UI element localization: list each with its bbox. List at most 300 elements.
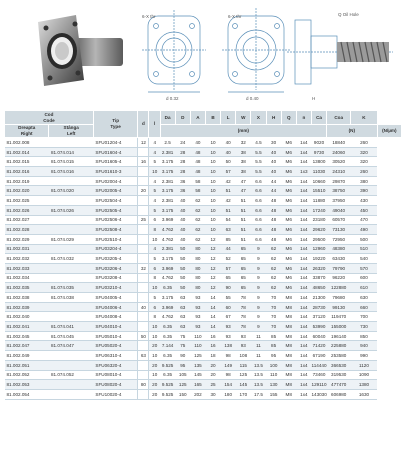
- cell-l: 40: [221, 147, 236, 157]
- cell-b: 20: [205, 370, 220, 380]
- cell-k: 660: [351, 302, 377, 312]
- cell-x: 9: [251, 273, 266, 283]
- cell-x: 9: [251, 263, 266, 273]
- cell-da: 3.175: [160, 254, 175, 264]
- cell-l: 5: [149, 205, 160, 215]
- cell-da: 2.381: [160, 176, 175, 186]
- cell-x: 9: [251, 302, 266, 312]
- cell-da: 3.969: [160, 302, 175, 312]
- cell-d: 50: [175, 283, 190, 293]
- header-Q: Q: [281, 111, 296, 125]
- cell-a: 110: [190, 341, 205, 351]
- cell-w: 51: [236, 205, 251, 215]
- cell-a: 93: [190, 312, 205, 322]
- cell-q: M6: [281, 147, 296, 157]
- cell-d: 28: [175, 157, 190, 167]
- cell-type: SFU01204-4: [93, 138, 137, 148]
- cell-l: 4: [149, 244, 160, 254]
- table-row: [5, 389, 402, 399]
- cell-n: 1x4: [296, 283, 311, 293]
- cell-right: 81.002.047: [5, 341, 49, 351]
- cell-w: 51: [236, 225, 251, 235]
- cell-q: M6: [281, 225, 296, 235]
- cell-coa: 37950: [327, 196, 351, 206]
- cell-coa: 319530: [327, 370, 351, 380]
- cell-type: SFU02506-4: [93, 215, 137, 225]
- cell-b: 10: [205, 147, 220, 157]
- cell-a: 125: [190, 351, 205, 361]
- cell-da: 4.762: [160, 234, 175, 244]
- cell-l: 4: [149, 138, 160, 148]
- cell-h: 48: [266, 196, 281, 206]
- cell-l: 55: [221, 293, 236, 303]
- cell-k: 320: [351, 157, 377, 167]
- cell-ca: 129110: [311, 380, 326, 390]
- cell-h: 110: [266, 370, 281, 380]
- cell-left: [49, 263, 93, 273]
- cell-left: 81.074.026: [49, 205, 93, 215]
- cell-ca: 114440: [311, 360, 326, 370]
- cell-right: 81.002.019: [5, 176, 49, 186]
- cell-d: 80: [138, 380, 149, 390]
- cell-k: 390: [351, 186, 377, 196]
- cell-left: [49, 351, 93, 361]
- cell-n: 1x4: [296, 370, 311, 380]
- cell-left: 81.074.035: [49, 283, 93, 293]
- cell-coa: 24310: [327, 167, 351, 177]
- cell-q: M6: [281, 234, 296, 244]
- cell-l: 4: [149, 196, 160, 206]
- header-stanga-left: Stânga Left: [49, 125, 93, 138]
- cell-n: 1x4: [296, 331, 311, 341]
- cell-k: 380: [351, 176, 377, 186]
- cell-da: 9.525: [160, 360, 175, 370]
- header-W: W: [236, 111, 251, 125]
- cell-a: 93: [190, 302, 205, 312]
- cell-k: 570: [351, 263, 377, 273]
- cell-ca: 19220: [311, 254, 326, 264]
- cell-ca: 28730: [311, 302, 326, 312]
- cell-coa: 72950: [327, 234, 351, 244]
- cell-d: 90: [175, 351, 190, 361]
- cell-a: 80: [190, 254, 205, 264]
- cell-w: 93: [236, 331, 251, 341]
- cell-l: 54: [221, 215, 236, 225]
- cell-type: SFU03210-4: [93, 283, 137, 293]
- cell-k: 990: [351, 351, 377, 361]
- cell-right: 81.002.041: [5, 322, 49, 332]
- header-units-n: (N): [327, 125, 377, 138]
- cell-coa: 48380: [327, 244, 351, 254]
- cell-k: 540: [351, 254, 377, 264]
- cell-coa: 155000: [327, 322, 351, 332]
- cell-left: [49, 380, 93, 390]
- cell-l: 4: [149, 147, 160, 157]
- cell-b: 10: [205, 225, 220, 235]
- cell-q: M6: [281, 244, 296, 254]
- header-X: X: [251, 111, 266, 125]
- cell-ca: 9730: [311, 147, 326, 157]
- cell-w: 115: [236, 360, 251, 370]
- cell-coa: 606980: [327, 389, 351, 399]
- cell-da: 3.969: [160, 263, 175, 273]
- cell-d: 40: [175, 205, 190, 215]
- cell-left: [49, 312, 93, 322]
- cell-da: 6.35: [160, 351, 175, 361]
- cell-left: 81.074.016: [49, 167, 93, 177]
- cell-left: [49, 273, 93, 283]
- cell-type: SFU06320-4: [93, 360, 137, 370]
- cell-b: 20: [205, 360, 220, 370]
- cell-l: 93: [221, 331, 236, 341]
- header-cod-code: Cod Code: [5, 111, 94, 125]
- cell-d: [138, 225, 149, 235]
- cell-k: 260: [351, 138, 377, 148]
- cell-a: 135: [190, 360, 205, 370]
- cell-a: 80: [190, 244, 205, 254]
- cell-left: [49, 244, 93, 254]
- table-row: [5, 302, 402, 312]
- cell-x: 6.6: [251, 205, 266, 215]
- cell-type: SFU10020-4: [93, 389, 137, 399]
- cell-d: [138, 176, 149, 186]
- cell-ca: 37120: [311, 312, 326, 322]
- cell-k: 700: [351, 312, 377, 322]
- cell-da: 3.175: [160, 167, 175, 177]
- cell-b: 14: [205, 312, 220, 322]
- cell-l: 52: [221, 254, 236, 264]
- cell-x: 9: [251, 312, 266, 322]
- table-row: [5, 205, 402, 215]
- ball-nut-photo: [28, 10, 128, 90]
- cell-left: 81.074.020: [49, 186, 93, 196]
- cell-q: M8: [281, 302, 296, 312]
- cell-da: 6.35: [160, 331, 175, 341]
- cell-right: 81.002.039: [5, 302, 49, 312]
- cell-b: 12: [205, 263, 220, 273]
- cell-d: [138, 234, 149, 244]
- cell-coa: 79680: [327, 293, 351, 303]
- cell-d: 12: [138, 138, 149, 148]
- cell-k: 1120: [351, 360, 377, 370]
- cell-n: 1x4: [296, 147, 311, 157]
- cell-type: SFU02505-4: [93, 205, 137, 215]
- cell-l: 8: [149, 225, 160, 235]
- cell-type: SFU02510-4: [93, 234, 137, 244]
- cell-x: 5.5: [251, 167, 266, 177]
- header-units-mm: (mm): [160, 125, 327, 138]
- cell-d: [138, 360, 149, 370]
- header-da: Da: [160, 111, 175, 125]
- table-row: [5, 215, 402, 225]
- header-L: L: [221, 111, 236, 125]
- cell-b: 14: [205, 293, 220, 303]
- cell-type: SFU08010-4: [93, 370, 137, 380]
- cell-l: 51: [221, 205, 236, 215]
- cell-w: 78: [236, 293, 251, 303]
- header-A: A: [190, 111, 205, 125]
- cell-n: 1x3: [296, 167, 311, 177]
- cell-left: [49, 176, 93, 186]
- cell-d: [138, 389, 149, 399]
- table-row: [5, 157, 402, 167]
- cell-da: 9.525: [160, 389, 175, 399]
- cell-right: 81.002.040: [5, 312, 49, 322]
- cell-w: 47: [236, 176, 251, 186]
- cell-h: 40: [266, 147, 281, 157]
- cell-x: 9: [251, 283, 266, 293]
- cell-l: 50: [221, 157, 236, 167]
- cell-l: 65: [221, 273, 236, 283]
- thread-label-right: 6-X thr: [228, 14, 242, 19]
- cell-l: 10: [149, 370, 160, 380]
- cell-right: 81.002.025: [5, 196, 49, 206]
- cell-right: 81.002.038: [5, 293, 49, 303]
- ball-nut-spec-table: [4, 110, 402, 400]
- cell-d: [138, 322, 149, 332]
- cell-w: 65: [236, 283, 251, 293]
- cell-type: SFU02004-4: [93, 176, 137, 186]
- cell-l: 93: [221, 322, 236, 332]
- cell-d: 50: [175, 244, 190, 254]
- cell-l: 5: [149, 157, 160, 167]
- cell-type: SFU01610-3: [93, 167, 137, 177]
- cell-d: 50: [138, 331, 149, 341]
- cell-right: 81.002.051: [5, 360, 49, 370]
- header-H: H: [266, 111, 281, 125]
- cell-right: 81.002.053: [5, 380, 49, 390]
- cell-x: 6.6: [251, 234, 266, 244]
- cell-a: 62: [190, 234, 205, 244]
- cell-w: 65: [236, 244, 251, 254]
- cell-n: 1x4: [296, 302, 311, 312]
- cell-w: 78: [236, 322, 251, 332]
- cell-d: [138, 312, 149, 322]
- cell-x: 5.5: [251, 147, 266, 157]
- cell-da: 2.381: [160, 196, 175, 206]
- header-K: K: [351, 111, 377, 125]
- cell-q: M6: [281, 263, 296, 273]
- cell-type: SFU04006-4: [93, 302, 137, 312]
- cell-left: [49, 389, 93, 399]
- cell-l: 10: [149, 167, 160, 177]
- cell-l: 10: [149, 351, 160, 361]
- cell-b: 12: [205, 234, 220, 244]
- cell-n: 1x4: [296, 341, 311, 351]
- cell-coa: 49040: [327, 205, 351, 215]
- cell-left: [49, 196, 93, 206]
- cell-d: 36: [175, 176, 190, 186]
- cell-b: 10: [205, 186, 220, 196]
- cell-w: 145: [236, 380, 251, 390]
- table-row: [5, 341, 402, 351]
- cell-ca: 11880: [311, 196, 326, 206]
- cell-n: 1x4: [296, 360, 311, 370]
- table-row: [5, 138, 402, 148]
- cell-k: 1380: [351, 380, 377, 390]
- cell-l: 138: [221, 341, 236, 351]
- cell-type: SFU04005-4: [93, 293, 137, 303]
- cell-type: SFU05020-4: [93, 341, 137, 351]
- cell-d: 16: [138, 157, 149, 167]
- cell-h: 62: [266, 244, 281, 254]
- cell-w: 125: [236, 370, 251, 380]
- cell-q: M6: [281, 176, 296, 186]
- cell-q: M6: [281, 157, 296, 167]
- cell-coa: 63430: [327, 254, 351, 264]
- header-units-knm: (N/µm): [377, 125, 401, 138]
- cell-w: 47: [236, 186, 251, 196]
- cell-right: 81.002.049: [5, 351, 49, 361]
- table-row: [5, 263, 402, 273]
- cell-right: 81.002.014: [5, 147, 49, 157]
- cell-h: 30: [266, 138, 281, 148]
- header-Ca: Ca: [311, 111, 326, 125]
- table-row: [5, 322, 402, 332]
- table-row: [5, 234, 402, 244]
- cell-right: 81.002.008: [5, 138, 49, 148]
- cell-n: 1x4: [296, 234, 311, 244]
- cell-d: 24: [175, 138, 190, 148]
- table-row: [5, 167, 402, 177]
- cell-ca: 12960: [311, 244, 326, 254]
- cell-h: 40: [266, 157, 281, 167]
- cell-x: 6.6: [251, 215, 266, 225]
- cell-d: 28: [175, 167, 190, 177]
- cell-da: 4.762: [160, 225, 175, 235]
- cell-coa: 366530: [327, 360, 351, 370]
- cell-b: 18: [205, 351, 220, 361]
- cell-n: 1x4: [296, 389, 311, 399]
- table-row: [5, 380, 402, 390]
- cell-da: 6.35: [160, 283, 175, 293]
- table-row: [5, 370, 402, 380]
- cell-b: 10: [205, 138, 220, 148]
- cell-left: 81.074.038: [49, 293, 93, 303]
- table-row: [5, 312, 402, 322]
- cell-l: 63: [221, 225, 236, 235]
- header-Coa: Coa: [327, 111, 351, 125]
- cell-da: 3.175: [160, 205, 175, 215]
- header-d: d: [138, 111, 149, 138]
- cell-x: 13.5: [251, 380, 266, 390]
- cell-coa: 18840: [327, 138, 351, 148]
- cell-h: 48: [266, 205, 281, 215]
- cell-b: 10: [205, 167, 220, 177]
- cell-d: 63: [175, 312, 190, 322]
- cell-k: 850: [351, 331, 377, 341]
- cell-d: 75: [175, 341, 190, 351]
- cell-x: 9: [251, 293, 266, 303]
- cell-ca: 13800: [311, 157, 326, 167]
- cell-da: 3.175: [160, 186, 175, 196]
- cell-ca: 26320: [311, 263, 326, 273]
- cell-a: 48: [190, 157, 205, 167]
- cell-k: 490: [351, 225, 377, 235]
- cell-l: 10: [149, 331, 160, 341]
- cell-n: 1x4: [296, 225, 311, 235]
- cell-a: 48: [190, 167, 205, 177]
- cell-d: [138, 244, 149, 254]
- table-row: [5, 244, 402, 254]
- cell-b: 12: [205, 283, 220, 293]
- cell-l: 8: [149, 273, 160, 283]
- cell-b: 16: [205, 331, 220, 341]
- cell-a: 62: [190, 225, 205, 235]
- cell-a: 40: [190, 138, 205, 148]
- cell-d: 40: [175, 196, 190, 206]
- cell-b: 10: [205, 157, 220, 167]
- cell-a: 110: [190, 331, 205, 341]
- cell-l: 20: [149, 380, 160, 390]
- cell-d: 50: [175, 263, 190, 273]
- cell-coa: 477470: [327, 380, 351, 390]
- oil-hole-label: Q Oil Hole: [338, 12, 359, 17]
- cell-q: M6: [281, 205, 296, 215]
- cell-coa: 122880: [327, 283, 351, 293]
- cell-n: 1x4: [296, 312, 311, 322]
- cell-h: 62: [266, 273, 281, 283]
- cell-q: M8: [281, 312, 296, 322]
- cell-a: 80: [190, 283, 205, 293]
- cell-type: SFU05010-4: [93, 331, 137, 341]
- cell-n: 1x4: [296, 176, 311, 186]
- cell-type: SFU03205-4: [93, 254, 137, 264]
- cell-l: 5: [149, 293, 160, 303]
- cell-right: 81.002.028: [5, 225, 49, 235]
- cell-da: 2.381: [160, 244, 175, 254]
- cell-l: 20: [149, 360, 160, 370]
- cell-coa: 38750: [327, 186, 351, 196]
- cell-ca: 71420: [311, 341, 326, 351]
- cell-l: 90: [221, 283, 236, 293]
- cell-d: [138, 205, 149, 215]
- cell-coa: 60570: [327, 215, 351, 225]
- cell-d: [138, 147, 149, 157]
- cell-x: 11: [251, 331, 266, 341]
- header-l: l: [149, 111, 160, 138]
- cell-n: 1x4: [296, 196, 311, 206]
- cell-w: 170: [236, 389, 251, 399]
- cell-a: 58: [190, 186, 205, 196]
- cell-l: 180: [221, 389, 236, 399]
- cell-da: 7.144: [160, 341, 175, 351]
- cell-da: 4.762: [160, 312, 175, 322]
- cell-w: 93: [236, 341, 251, 351]
- cell-l: 8: [149, 312, 160, 322]
- cell-coa: 99130: [327, 302, 351, 312]
- cell-type: SFU01605-4: [93, 157, 137, 167]
- cell-q: M6: [281, 254, 296, 264]
- cell-d: [138, 167, 149, 177]
- cell-q: M6: [281, 283, 296, 293]
- table-row: [5, 351, 402, 361]
- cell-left: [49, 138, 93, 148]
- cell-d: 150: [175, 389, 190, 399]
- cell-a: 202: [190, 389, 205, 399]
- cell-l: 20: [149, 341, 160, 351]
- header-dreapta-right: Dreapta Right: [5, 125, 49, 138]
- cell-l: 154: [221, 380, 236, 390]
- table-row: [5, 186, 402, 196]
- cell-type: SFU08020-4: [93, 380, 137, 390]
- cell-d: 63: [175, 302, 190, 312]
- cell-k: 510: [351, 244, 377, 254]
- cell-l: 60: [221, 302, 236, 312]
- cell-k: 630: [351, 293, 377, 303]
- cell-type: SFU04008-4: [93, 312, 137, 322]
- cell-a: 145: [190, 370, 205, 380]
